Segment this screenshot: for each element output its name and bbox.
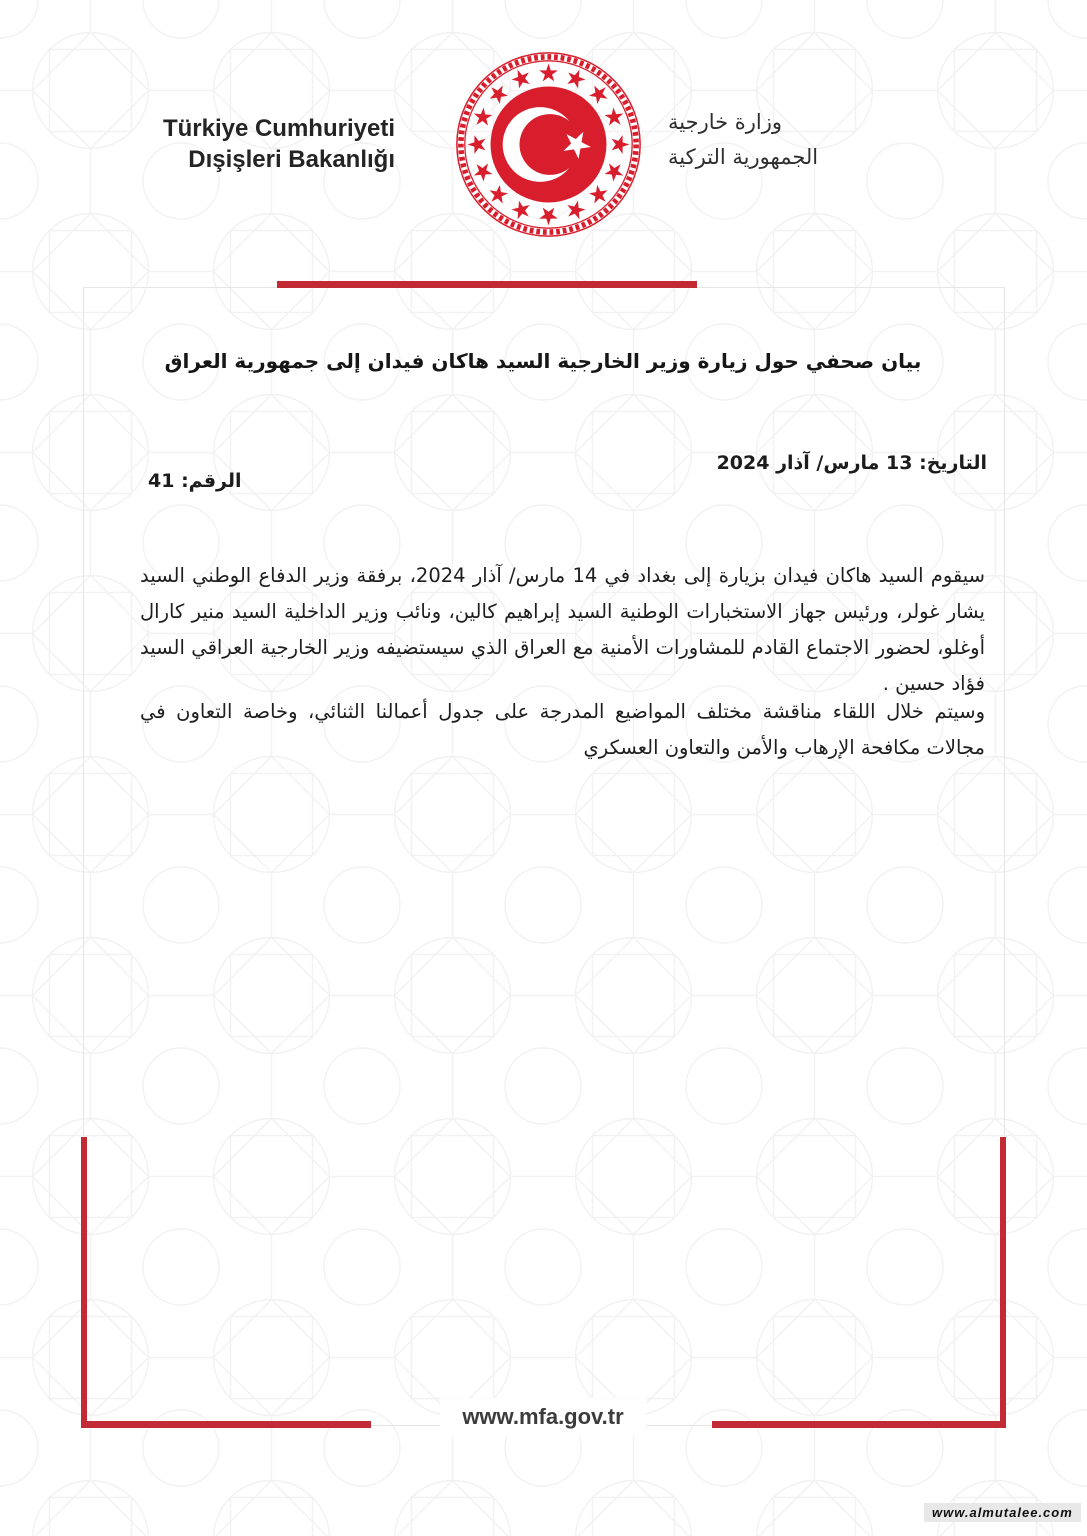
top-red-rule: [277, 281, 697, 288]
org-name-turkish: [140, 113, 395, 175]
document-number: الرقم: 41: [148, 470, 242, 492]
footer: [83, 1398, 1003, 1436]
almutalee-watermark: www.almutalee.com: [924, 1503, 1081, 1522]
org-name-turkish-line2: Dışişleri Bakanlığı: [188, 146, 395, 173]
org-name-turkish-line1: Türkiye Cumhuriyeti: [162, 115, 395, 142]
footer-website: www.mfa.gov.tr: [440, 1398, 645, 1436]
left-red-border: [81, 1137, 87, 1428]
org-name-arabic-line2: الجمهورية التركية: [668, 145, 819, 169]
right-red-border: [1000, 1137, 1006, 1428]
org-name-arabic-line1: وزارة خارجية: [668, 110, 783, 134]
body-paragraph-1: سيقوم السيد هاكان فيدان بزيارة إلى بغداد في 14 مارس/ آذار 2024، برفقة وزير الدفاع الوطني السيد يشار غولر، ورئيس جهاز الاستخبارات الوطنية السيد إبراهيم كالين، ونائب وزير الداخلية السيد منير كارال أوغلو، لحضور الاجتماع القادم للمشاورات الأمنية مع العراق الذي سيستضيفه وزير الخارجية العراقي السيد فؤاد حسين .: [140, 564, 985, 695]
press-release-title: بيان صحفي حول زيارة وزير الخارجية السيد هاكان فيدان إلى جمهورية العراق: [164, 349, 922, 373]
date-line: التاريخ: 13 مارس/ آذار 2024: [716, 452, 987, 474]
body-paragraph-2: وسيتم خلال اللقاء مناقشة مختلف المواضيع المدرجة على جدول أعمالنا الثنائي، وخاصة التعاون في مجالات مكافحة الإرهاب والأمن والتعاون العسكري: [140, 700, 985, 759]
org-name-arabic: [668, 105, 858, 175]
turkiye-mfa-emblem-icon: [455, 51, 642, 238]
